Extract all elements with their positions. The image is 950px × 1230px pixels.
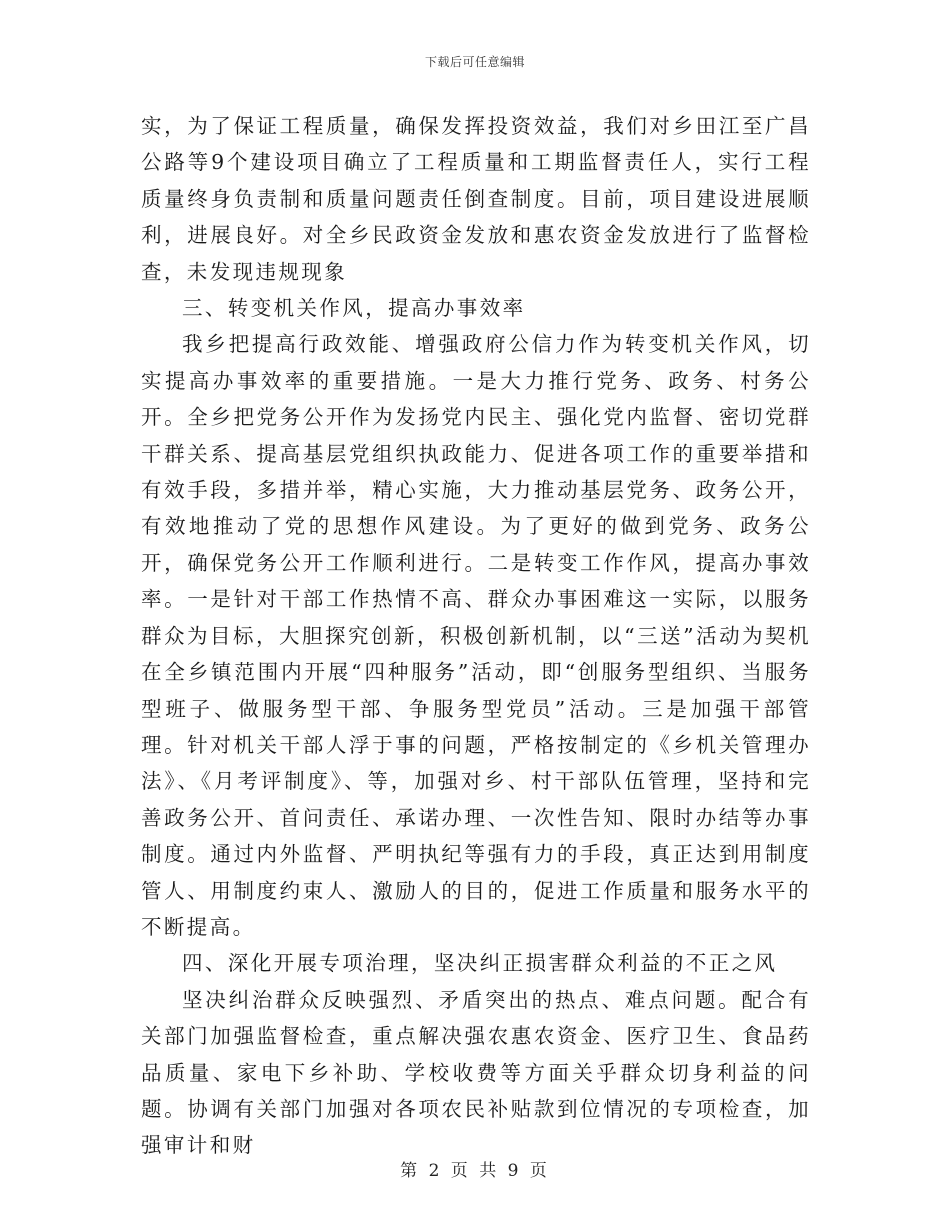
paragraph-section-4: 坚决纠治群众反映强烈、矛盾突出的热点、难点问题。配合有关部门加强监督检查，重点解决强农惠农资金、医疗卫生、食品药品质量、家电下乡补助、学校收费等方面关乎群众切身利益的问题。协调有关部门加强对各项农民补贴款到位情况的专项检查，加强审计和财 — [141, 987, 811, 1158]
page-number-footer: 第 2 页 共 9 页 — [400, 1161, 550, 1181]
section-heading-3: 三、转变机关作风，提高办事效率 — [182, 296, 526, 321]
document-body — [141, 108, 811, 1164]
page-header-note: 下载后可任意编辑 — [424, 55, 525, 69]
section-heading-4: 四、深化开展专项治理，坚决纠正损害群众利益的不正之风 — [182, 951, 778, 976]
paragraph-continuation: 实，为了保证工程质量，确保发挥投资效益，我们对乡田江至广昌公路等9个建设项目确立了工程质量和工期监督责任人，实行工程质量终身负责制和质量问题责任倒查制度。目前，项目建设进展顺利，进展良好。对全乡民政资金发放和惠农资金发放进行了监督检查，未发现违规现象 — [141, 114, 811, 284]
paragraph-section-3: 我乡把提高行政效能、增强政府公信力作为转变机关作风，切实提高办事效率的重要措施。一是大力推行党务、政务、村务公开。全乡把党务公开作为发扬党内民主、强化党内监督、密切党群干群关系、提高基层党组织执政能力、促进各项工作的重要举措和有效手段，多措并举，精心实施，大力推动基层党务、政务公开，有效地推动了党的思想作风建设。为了更好的做到党务、政务公开，确保党务公开工作顺利进行。二是转变工作作风，提高办事效率。一是针对干部工作热情不高、群众办事困难这一实际，以服务群众为目标，大胆探究创新，积极创新机制，以“三送”活动为契机在全乡镇范围内开展“四种服务”活动，即“创服务型组织、当服务型班子、做服务型干部、争服务型党员”活动。三是加强干部管理。针对机关干部人浮于事的问题，严格按制定的《乡机关管理办法》、《月考评制度》、等，加强对乡、村干部队伍管理，坚持和完善政务公开、首问责任、承诺办理、一次性告知、限时办结等办事制度。通过内外监督、严明执纪等强有力的手段，真正达到用制度管人、用制度约束人、激励人的目的，促进工作质量和服务水平的不断提高。 — [141, 332, 811, 939]
